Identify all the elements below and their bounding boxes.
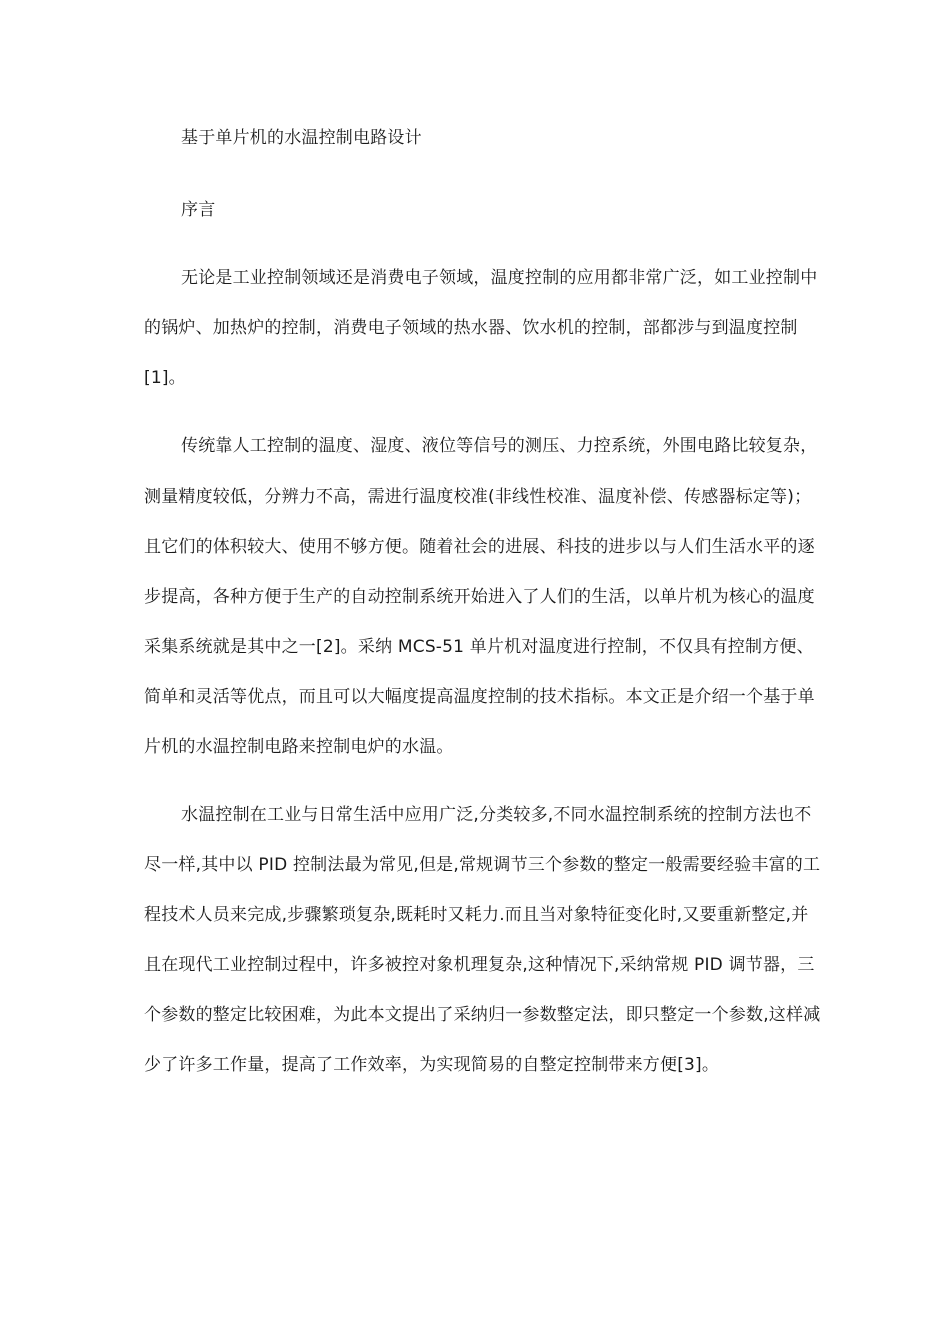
- paragraph-line: 测量精度较低，分辨力不高，需进行温度校准(非线性校准、温度补偿、传感器标定等)；: [144, 487, 812, 507]
- paragraph-line: 无论是工业控制领域还是消费电子领域，温度控制的应用都非常广泛，如工业控制中: [181, 268, 818, 288]
- paragraph-line: 步提高，各种方便于生产的自动控制系统开始进入了人们的生活，以单片机为核心的温度: [144, 587, 815, 607]
- paragraph-line: 且在现代工业控制过程中，许多被控对象机理复杂,这种情况下,采纳常规 PID 调节器，三: [144, 955, 815, 975]
- paragraph-line: 传统靠人工控制的温度、湿度、液位等信号的测压、力控系统，外围电路比较复杂，: [181, 436, 818, 456]
- paragraph-line: 片机的水温控制电路来控制电炉的水温。: [144, 737, 454, 757]
- paragraph-line: 且它们的体积较大、使用不够方便。随着社会的进展、科技的进步以与人们生活水平的逐: [144, 537, 815, 557]
- preface-heading: 序言: [181, 200, 216, 220]
- paragraph-line: 少了许多工作量，提高了工作效率，为实现简易的自整定控制带来方便[3]。: [144, 1055, 720, 1075]
- paragraph-line: 程技术人员来完成,步骤繁琐复杂,既耗时又耗力.而且当对象特征变化时,又要重新整定,并: [144, 905, 809, 925]
- paragraph-line: [1]。: [144, 368, 186, 388]
- paragraph-line: 个参数的整定比较困难，为此本文提出了采纳归一参数整定法，即只整定一个参数,这样减: [144, 1005, 821, 1025]
- paragraph-line: 采集系统就是其中之一[2]。采纳 MCS-51 单片机对温度进行控制，不仅具有控制方便、: [144, 637, 814, 657]
- paragraph-line: 尽一样,其中以 PID 控制法最为常见,但是,常规调节三个参数的整定一般需要经验丰富的工: [144, 855, 821, 875]
- paragraph-line: 水温控制在工业与日常生活中应用广泛,分类较多,不同水温控制系统的控制方法也不: [181, 805, 812, 825]
- document-title: 基于单片机的水温控制电路设计: [181, 128, 422, 148]
- paragraph-line: 简单和灵活等优点，而且可以大幅度提高温度控制的技术指标。本文正是介绍一个基于单: [144, 687, 815, 707]
- paragraph-line: 的锅炉、加热炉的控制，消费电子领域的热水器、饮水机的控制，部都涉与到温度控制: [144, 318, 798, 338]
